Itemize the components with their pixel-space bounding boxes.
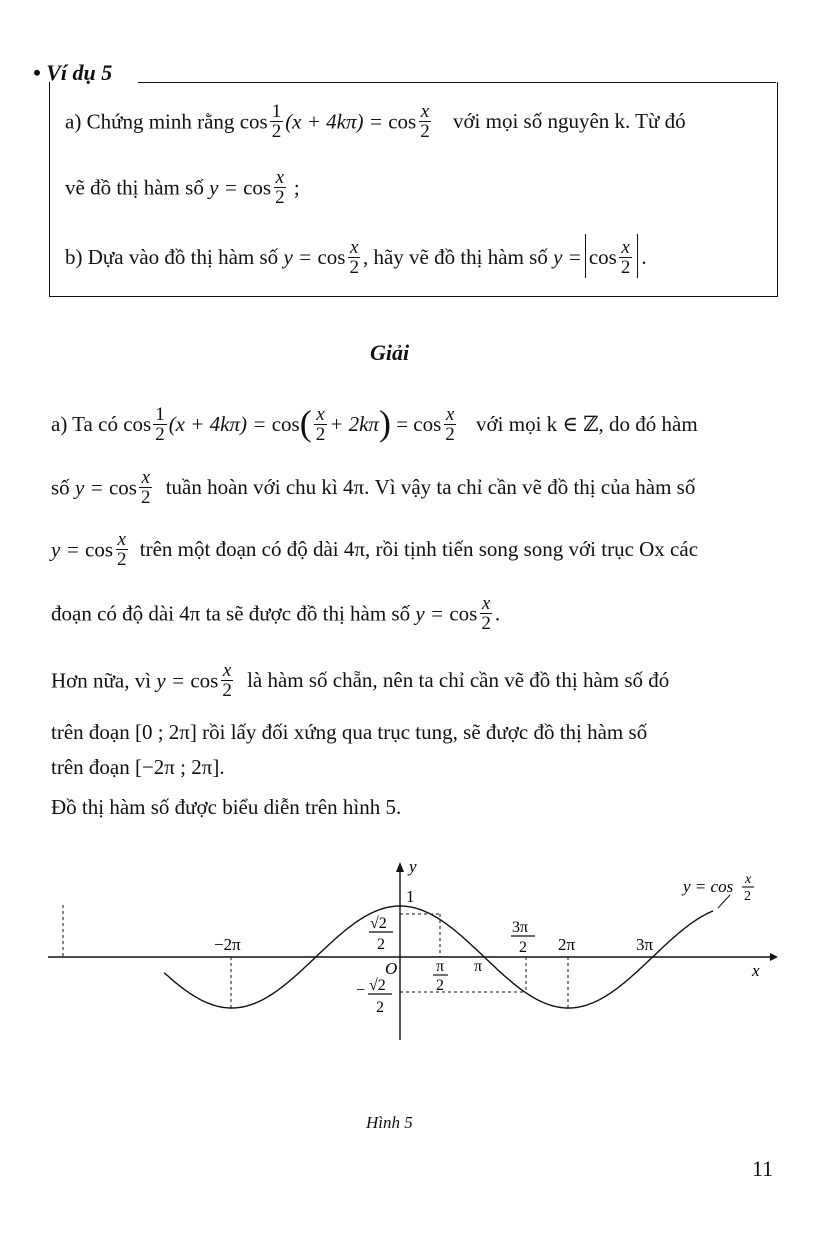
solution-title: Giải — [370, 340, 410, 365]
y-tick-neg-sqrt2-den: 2 — [376, 999, 384, 1016]
x-tick-pi-half-den: 2 — [436, 977, 444, 994]
problem-b-line: b) Dựa vào đồ thị hàm số y = cos $\frac{x}{2}$ , hãy vẽ đồ thị hàm số y = cos $\frac{x}{2}$ . — [65, 237, 647, 281]
problem-a-line1: a) Chứng minh rằng cos $\frac{1}{2}$ (x + 4kπ) = cos $\frac{x}{2}$ với mọi số nguyên k. Từ đó — [65, 101, 686, 142]
x-axis-label: x — [752, 961, 760, 980]
figure-caption: Hình 5 — [366, 1113, 413, 1132]
y-tick-neg-sqrt2-num: √2 — [369, 977, 386, 994]
solution-line4: đoạn có độ dài 4π ta sẽ được đồ thị hàm số y = cos $\frac{x}{2}$ . — [51, 593, 501, 634]
x-tick-pi-half-num: π — [436, 958, 445, 975]
y-tick-one: 1 — [406, 887, 415, 906]
x-tick-three-pi: 3π — [636, 935, 654, 954]
fraction: $\frac{x}{2}$ — [140, 467, 151, 508]
fraction: $\frac{x}{2}$ — [481, 593, 491, 634]
solution-line8: Đồ thị hàm số được biểu diễn trên hình 5. — [51, 795, 402, 819]
cosine-graph — [0, 850, 829, 1050]
solution-line3: y = cos $\frac{x}{2}$ trên một đoạn có độ dài 4π, rồi tịnh tiến song song với trục Ox các — [51, 529, 699, 570]
solution-line5: Hơn nữa, vì y = cos $\frac{x}{2}$ là hàm số chẵn, nên ta chỉ cần vẽ đồ thị hàm số đó — [51, 660, 670, 701]
curve-label-leader — [718, 895, 730, 908]
solution-line1: a) Ta có cos $\frac{1}{2}$ (x + 4kπ) = cos( $\frac{x}{2}$ + 2kπ) = cos $\frac{x}{2}$ với mọi k ∈ ℤ, do đó hàm — [51, 403, 698, 445]
y-tick-sqrt2-den: 2 — [377, 936, 385, 953]
y-tick-neg-sign: − — [356, 982, 366, 999]
curve-label-2: 2 — [744, 889, 751, 904]
fraction: $\frac{1}{2}$ — [155, 403, 165, 445]
example-title: Ví dụ 5 — [46, 60, 113, 85]
fraction: $\frac{x}{2}$ — [117, 529, 127, 570]
solution-line6: trên đoạn [0 ; 2π] rồi lấy đối xứng qua trục tung, sẽ được đồ thị hàm số — [51, 720, 648, 744]
fraction: $\frac{x}{2}$ — [420, 101, 430, 142]
x-tick-pi: π — [474, 958, 483, 975]
fraction: $\frac{x}{2}$ — [222, 660, 232, 701]
fraction: $\frac{x}{2}$ — [620, 236, 631, 278]
fraction: $\frac{1}{2}$ — [271, 101, 282, 142]
origin-label: O — [385, 959, 398, 978]
abs-bar-right — [637, 234, 638, 278]
problem-a-line2: vẽ đồ thị hàm số y = cos $\frac{x}{2}$ ; — [65, 167, 300, 208]
x-tick-minus-two-pi: −2π — [214, 935, 241, 954]
x-tick-3pi-half-num: 3π — [512, 919, 529, 936]
solution-line7: trên đoạn [−2π ; 2π]. — [51, 755, 225, 779]
y-axis-label: y — [409, 857, 417, 876]
fraction: $\frac{x}{2}$ — [445, 403, 455, 445]
fraction: $\frac{x}{2}$ — [275, 167, 285, 208]
y-axis-arrow — [396, 862, 404, 872]
curve-label-x: x — [745, 872, 752, 887]
fraction: $\frac{x}{2}$ — [315, 403, 326, 445]
fraction: $\frac{x}{2}$ — [349, 236, 359, 278]
x-axis-arrow — [770, 953, 778, 961]
abs-bar-left — [585, 234, 586, 278]
solution-line2: số y = cos $\frac{x}{2}$ tuần hoàn với chu kì 4π. Vì vậy ta chỉ cần vẽ đồ thị của hàm số — [51, 467, 696, 508]
x-tick-3pi-half-den: 2 — [519, 939, 527, 956]
bullet: • — [33, 60, 41, 85]
page-number: 11 — [752, 1156, 774, 1181]
x-tick-two-pi: 2π — [558, 935, 576, 954]
y-tick-sqrt2-num: √2 — [370, 915, 387, 932]
curve-label: y = cos — [683, 877, 734, 896]
